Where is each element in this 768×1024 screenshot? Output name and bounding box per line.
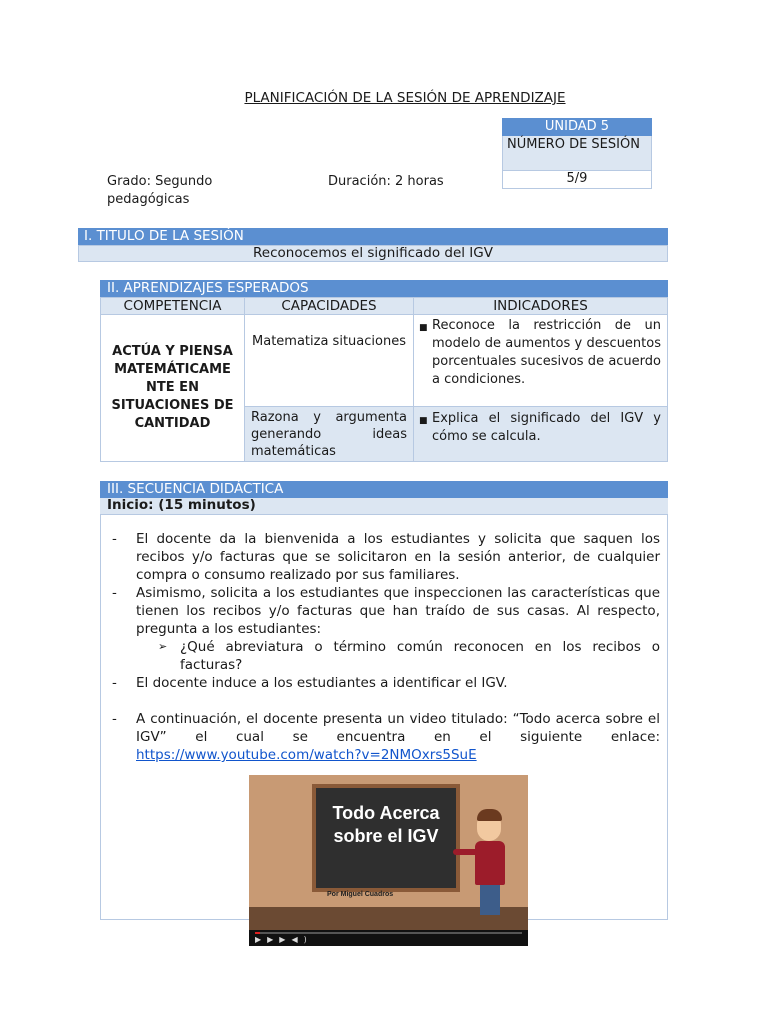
video-progress-track[interactable]: [255, 932, 522, 934]
volume-icon[interactable]: ◀): [291, 935, 313, 944]
character-hair: [477, 809, 502, 821]
skip-icon[interactable]: ▶▶: [267, 935, 292, 944]
video-controls[interactable]: [249, 930, 528, 946]
section3-subheader: Inicio: (15 minutos): [100, 498, 668, 515]
indicador-text: Explica el significado del IGV y cómo se calcula.: [432, 411, 661, 444]
character-arm: [453, 849, 479, 855]
capacidad-cell: Razona y argumenta generando ideas matemáticas: [245, 407, 414, 462]
video-title: Todo Acerca sobre el IGV: [332, 803, 440, 846]
video-link[interactable]: https://www.youtube.com/watch?v=2NMOxrs5SuE: [136, 747, 477, 763]
unit-header: UNIDAD 5: [502, 118, 652, 136]
video-author: Por Miguel Cuadros: [327, 891, 394, 898]
grado-text: Grado: Segundo pedagógicas: [107, 174, 213, 207]
list-item: - Asimismo, solicita a los estudiantes que inspeccionen las características que tienen los recibos y/o facturas que han traído de sus casas. Al respecto, pregunta a los estudiantes:: [112, 585, 660, 637]
column-header: CAPACIDADES: [245, 298, 414, 315]
control-icons[interactable]: [255, 935, 313, 944]
list-item: - El docente da la bienvenida a los estudiantes y solicita que saquen los recibos y/o facturas que se solicitaron en la sesión anterior, de cualquier compra o consumo realizado por sus familiares.: [112, 531, 660, 583]
section2-header: II. APRENDIZAJES ESPERADOS: [100, 280, 668, 297]
capacidad-cell: Matematiza situaciones: [245, 315, 414, 407]
play-icon[interactable]: ▶: [255, 935, 268, 944]
list-item-text: Asimismo, solicita a los estudiantes que inspeccionen las características que tienen los recibos y/o facturas que han traído de sus casas. Al respecto, pregunta a los estudiantes:: [136, 585, 660, 637]
character-legs: [480, 885, 500, 915]
indicador-text: Reconoce la restricción de un modelo de aumentos y descuentos porcentuales sucesivos de acuerdo a condiciones.: [432, 318, 661, 387]
video-progress-fill: [255, 932, 260, 934]
list-item-text: El docente induce a los estudiantes a identificar el IGV.: [136, 675, 508, 691]
section3-header: III. SECUENCIA DIDÁCTICA: [100, 481, 668, 498]
bullet-icon: ■: [419, 323, 428, 333]
indicador-cell: [414, 315, 668, 407]
duracion-text: Duración: 2 horas: [328, 174, 444, 189]
column-header: INDICADORES: [414, 298, 668, 315]
question-text: ¿Qué abreviatura o término común reconocen en los recibos o facturas?: [180, 639, 660, 673]
character-body: [475, 841, 505, 885]
chalkboard: [312, 784, 460, 892]
section1-header: I. TITULO DE LA SESIÓN: [78, 228, 668, 245]
list-item-text: El docente da la bienvenida a los estudiantes y solicita que saquen los recibos y/o facturas que se solicitaron en la sesión anterior, de cualquier compra o consumo realizado por sus familiares.: [136, 531, 660, 583]
column-header: COMPETENCIA: [101, 298, 245, 315]
session-label: NÚMERO DE SESIÓN: [502, 136, 652, 170]
list-item: - A continuación, el docente presenta un video titulado: “Todo acerca sobre el IGV” el cual se encuentra en el siguiente enlace: https://www.youtube.com/watch?v=2NMOxrs5SuE: [112, 711, 660, 763]
question-item: [112, 638, 660, 674]
unit-box: [502, 118, 652, 189]
session-title: Reconocemos el significado del IGV: [78, 245, 668, 262]
indicador-cell: [414, 407, 668, 462]
competencia-cell: ACTÚA Y PIENSA MATEMÁTICAME NTE EN SITUACIONES DE CANTIDAD: [101, 315, 245, 462]
arrow-bullet-icon: ➢: [158, 640, 168, 653]
section2: [100, 280, 668, 462]
activity-list: [112, 530, 660, 764]
video-player[interactable]: [249, 775, 528, 946]
list-item-text: A continuación, el docente presenta un video titulado: “Todo acerca sobre el IGV” el cual se encuentra en el siguiente enlace:: [136, 711, 660, 745]
competencias-table: [100, 297, 668, 462]
document-title: PLANIFICACIÓN DE LA SESIÓN DE APRENDIZAJE: [244, 90, 566, 106]
session-value: 5/9: [502, 170, 652, 189]
bullet-icon: ■: [419, 416, 428, 426]
list-item: - El docente induce a los estudiantes a identificar el IGV.: [112, 675, 508, 691]
